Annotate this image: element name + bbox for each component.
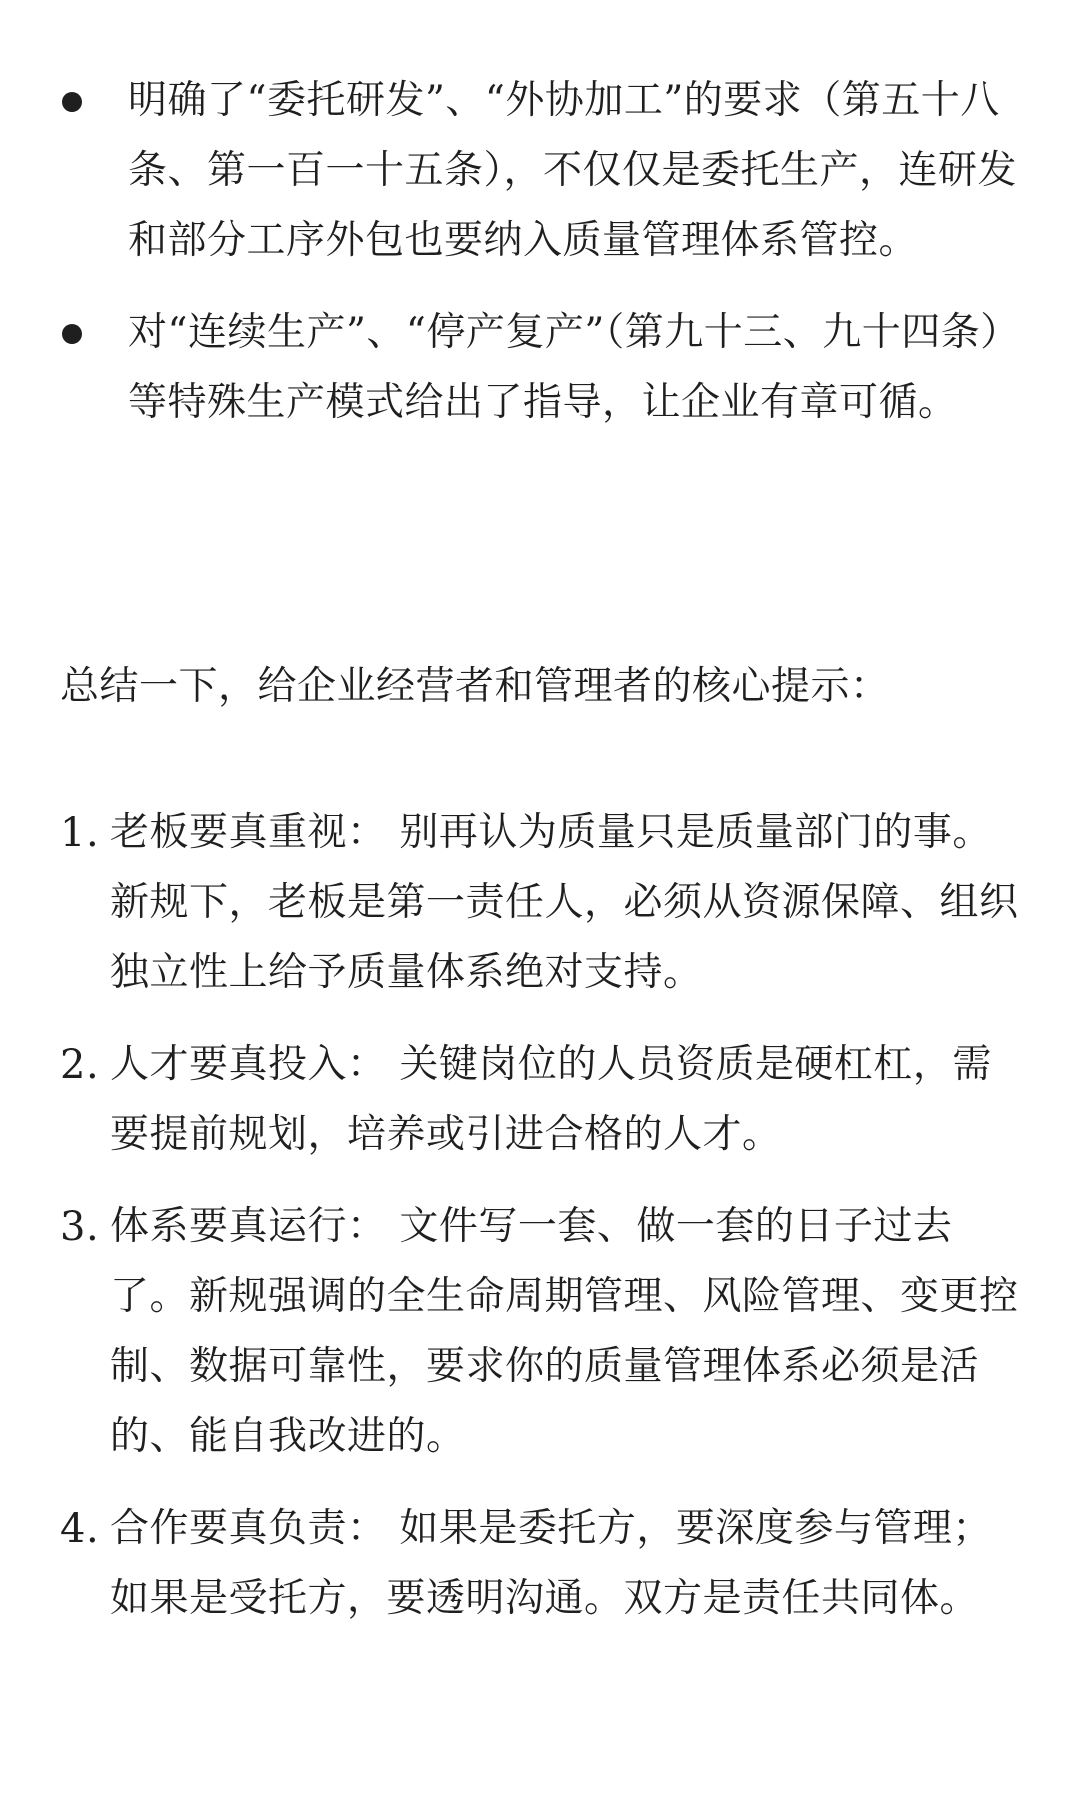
item-number: 2. — [60, 1042, 100, 1088]
bullet-dot-icon — [62, 92, 82, 112]
item-text: 别再认为质量只是质量部门的事。新规下，老板是第一责任人，必须从资源保障、组织独立性上给予质量体系绝对支持。 — [110, 810, 1019, 995]
item-heading: 合作要真负责： — [110, 1506, 387, 1551]
bullet-dot-icon — [62, 324, 82, 344]
item-number: 1. — [60, 810, 100, 856]
bullet-item — [60, 298, 1026, 438]
bullet-list — [60, 66, 1026, 460]
item-text: 文件写一套、做一套的日子过去了。新规强调的全生命周期管理、风险管理、变更控制、数据可靠性，要求你的质量管理体系必须是活的、能自我改进的。 — [110, 1204, 1019, 1459]
item-text: 关键岗位的人员资质是硬杠杠，需要提前规划，培养或引进合格的人才。 — [110, 1042, 992, 1157]
item-text: 如果是委托方，要深度参与管理；如果是受托方，要透明沟通。双方是责任共同体。 — [110, 1506, 992, 1621]
numbered-item — [60, 1192, 1026, 1472]
item-heading: 老板要真重视： — [110, 810, 387, 855]
summary-paragraph: 总结一下，给企业经营者和管理者的核心提示： — [60, 664, 890, 709]
bullet-item — [60, 66, 1026, 276]
item-number: 4. — [60, 1506, 100, 1552]
item-heading: 体系要真运行： — [110, 1204, 387, 1249]
item-number: 3. — [60, 1204, 100, 1250]
bullet-text: 对“连续生产”、“停产复产”（第九十三、九十四条）等特殊生产模式给出了指导，让企业有章可循。 — [128, 310, 1020, 425]
numbered-item — [60, 798, 1026, 1008]
numbered-list — [60, 798, 1026, 1656]
item-heading: 人才要真投入： — [110, 1042, 387, 1087]
bullet-text: 明确了“委托研发”、“外协加工”的要求（第五十八条、第一百一十五条），不仅仅是委托生产，连研发和部分工序外包也要纳入质量管理体系管控。 — [128, 78, 1018, 263]
numbered-item — [60, 1030, 1026, 1170]
numbered-item — [60, 1494, 1026, 1634]
